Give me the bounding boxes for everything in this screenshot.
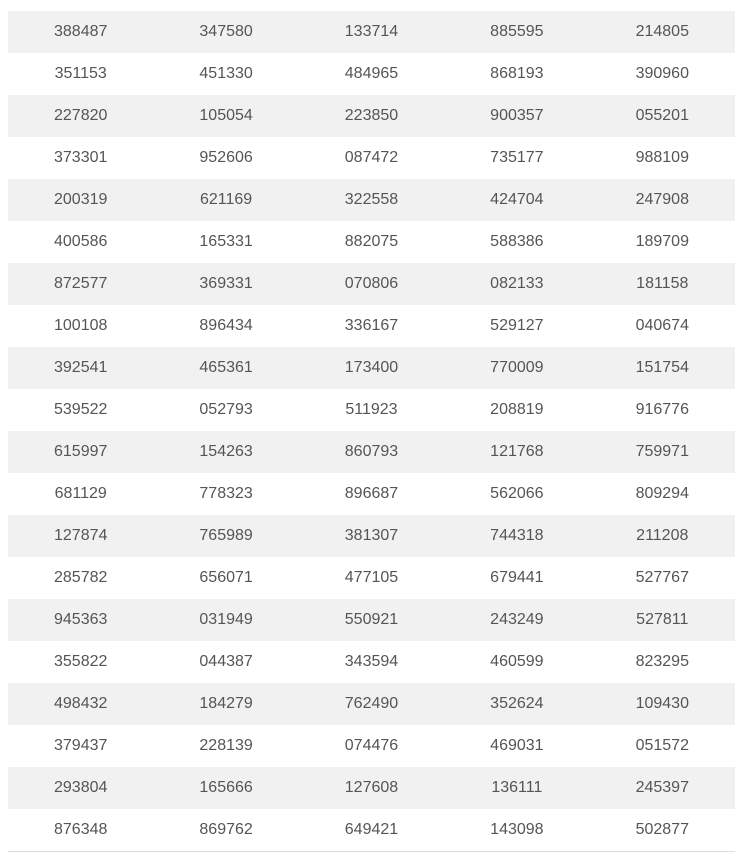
table-cell: 872577 — [54, 275, 108, 292]
table-cell: 070806 — [344, 275, 399, 292]
table-cell: 044387 — [199, 653, 253, 670]
table-cell: 031949 — [199, 611, 253, 628]
table-cell: 868193 — [490, 65, 544, 82]
table-cell: 173400 — [344, 359, 399, 376]
table-cell: 105054 — [199, 107, 253, 124]
table-cell: 469031 — [490, 737, 544, 754]
table-row — [8, 683, 735, 725]
table-cell: 400586 — [54, 233, 108, 250]
table-row — [8, 95, 735, 137]
table-cell: 882075 — [344, 233, 399, 250]
table-cell: 424704 — [490, 191, 544, 208]
table-cell: 744318 — [490, 527, 544, 544]
table-cell: 165666 — [199, 779, 253, 796]
table-cell: 121768 — [490, 443, 544, 460]
table-cell: 347580 — [199, 23, 253, 40]
table-cell: 765989 — [199, 527, 253, 544]
table-cell: 381307 — [344, 527, 399, 544]
table-cell: 679441 — [490, 569, 544, 586]
table-cell: 136111 — [491, 779, 543, 796]
table-row — [8, 767, 735, 809]
table-cell: 527767 — [635, 569, 689, 586]
table-cell: 392541 — [54, 359, 108, 376]
table-cell: 243249 — [490, 611, 544, 628]
table-cell: 562066 — [490, 485, 544, 502]
table-row — [8, 179, 735, 221]
table-cell: 100108 — [54, 317, 108, 334]
table-cell: 343594 — [344, 653, 399, 670]
table-row — [8, 11, 735, 53]
table-cell: 181158 — [636, 275, 689, 292]
table-cell: 778323 — [199, 485, 253, 502]
table-cell: 896434 — [199, 317, 253, 334]
table-cell: 223850 — [344, 107, 399, 124]
table-row — [8, 389, 735, 431]
table-cell: 502877 — [635, 821, 689, 838]
table-row — [8, 263, 735, 305]
table-cell: 762490 — [344, 695, 399, 712]
table-cell: 681129 — [54, 485, 107, 502]
table-cell: 588386 — [490, 233, 544, 250]
table-cell: 465361 — [199, 359, 253, 376]
table-row — [8, 641, 735, 683]
table-cell: 649421 — [344, 821, 399, 838]
table-row — [8, 473, 735, 515]
table-cell: 916776 — [635, 401, 689, 418]
table-cell: 770009 — [490, 359, 544, 376]
table-cell: 656071 — [199, 569, 253, 586]
table-cell: 876348 — [54, 821, 108, 838]
table-row — [8, 137, 735, 179]
table-cell: 293804 — [54, 779, 108, 796]
table-row — [8, 725, 735, 767]
table-cell: 809294 — [635, 485, 689, 502]
table-cell: 390960 — [635, 65, 689, 82]
table-cell: 082133 — [490, 275, 544, 292]
table-cell: 529127 — [490, 317, 544, 334]
table-cell: 484965 — [344, 65, 399, 82]
table-row — [8, 599, 735, 641]
table-cell: 860793 — [344, 443, 399, 460]
table-cell: 074476 — [344, 737, 399, 754]
table-cell: 621169 — [199, 191, 253, 208]
table-cell: 759971 — [635, 443, 689, 460]
table-cell: 735177 — [490, 149, 544, 166]
table-cell: 885595 — [490, 23, 544, 40]
table-cell: 052793 — [199, 401, 253, 418]
table-cell: 945363 — [54, 611, 108, 628]
table-cell: 952606 — [199, 149, 253, 166]
table-cell: 550921 — [344, 611, 399, 628]
table-cell: 896687 — [344, 485, 399, 502]
table-cell: 498432 — [54, 695, 108, 712]
table-cell: 460599 — [490, 653, 544, 670]
table-cell: 127874 — [54, 527, 108, 544]
table-cell: 388487 — [54, 23, 108, 40]
table-cell: 900357 — [490, 107, 544, 124]
table-row — [8, 431, 735, 473]
table-cell: 477105 — [344, 569, 399, 586]
table-cell: 133714 — [344, 23, 399, 40]
table-cell: 869762 — [199, 821, 253, 838]
table-cell: 539522 — [54, 401, 108, 418]
table-cell: 214805 — [635, 23, 689, 40]
table-cell: 527811 — [636, 611, 689, 628]
table-cell: 200319 — [54, 191, 108, 208]
table-cell: 322558 — [344, 191, 399, 208]
table-cell: 165331 — [199, 233, 253, 250]
table-cell: 247908 — [635, 191, 689, 208]
table-cell: 988109 — [635, 149, 689, 166]
table-cell: 336167 — [344, 317, 399, 334]
table-cell: 154263 — [199, 443, 253, 460]
table-cell: 109430 — [635, 695, 689, 712]
table-cell: 379437 — [54, 737, 108, 754]
table-cell: 143098 — [490, 821, 544, 838]
table-cell: 351153 — [54, 65, 107, 82]
table-row — [8, 347, 735, 389]
table-cell: 055201 — [635, 107, 689, 124]
data-table — [8, 11, 735, 851]
table-cell: 227820 — [54, 107, 108, 124]
table-cell: 285782 — [54, 569, 108, 586]
table-cell: 369331 — [199, 275, 253, 292]
table-body — [8, 11, 735, 851]
table-row — [8, 809, 735, 851]
table-cell: 184279 — [199, 695, 253, 712]
table-row — [8, 305, 735, 347]
table-cell: 228139 — [199, 737, 253, 754]
table-cell: 451330 — [199, 65, 253, 82]
table-row — [8, 221, 735, 263]
table-cell: 373301 — [54, 149, 108, 166]
data-table-container — [8, 11, 735, 852]
table-cell: 127608 — [344, 779, 399, 796]
table-cell: 189709 — [635, 233, 689, 250]
table-cell: 823295 — [635, 653, 689, 670]
table-cell: 352624 — [490, 695, 544, 712]
table-row — [8, 557, 735, 599]
table-cell: 087472 — [344, 149, 399, 166]
table-cell: 511923 — [345, 401, 398, 418]
table-row — [8, 53, 735, 95]
table-cell: 211208 — [636, 527, 689, 544]
table-row — [8, 515, 735, 557]
table-cell: 245397 — [635, 779, 689, 796]
table-cell: 151754 — [635, 359, 689, 376]
table-cell: 355822 — [54, 653, 108, 670]
table-cell: 051572 — [635, 737, 689, 754]
table-cell: 208819 — [490, 401, 544, 418]
table-cell: 615997 — [54, 443, 108, 460]
table-cell: 040674 — [635, 317, 689, 334]
